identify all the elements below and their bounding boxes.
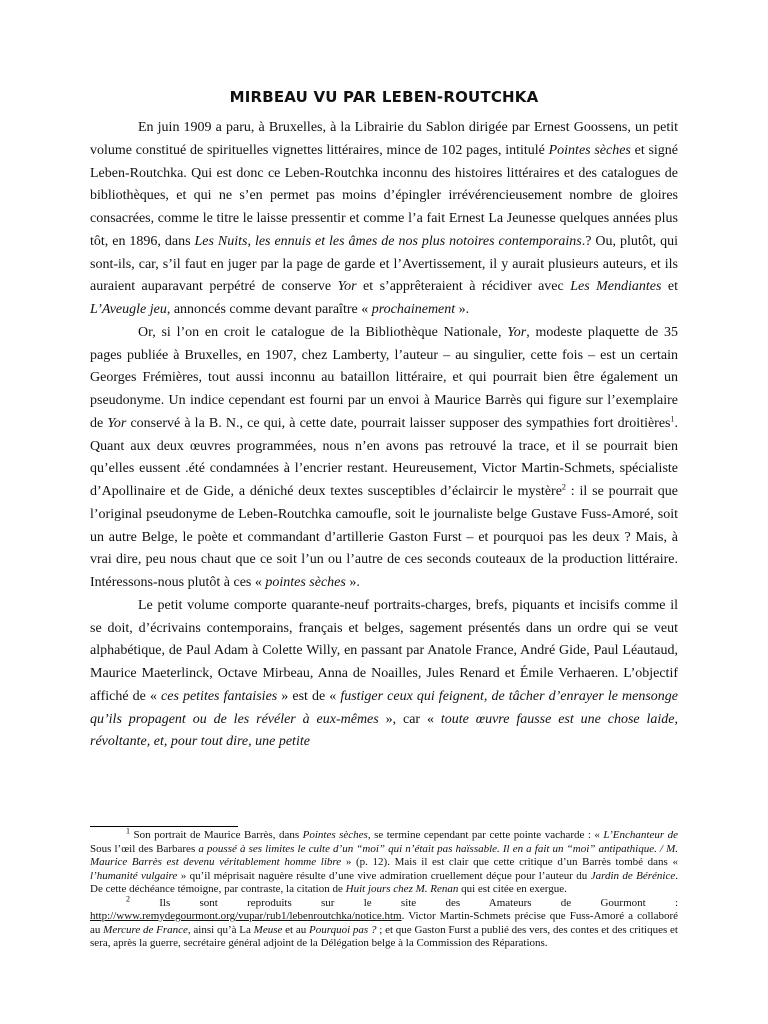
italic-text: l’humanité vulgaire (90, 869, 178, 882)
text-run: et s’apprêteraient à récidiver avec (356, 279, 571, 295)
italic-text: L’Enchanteur de (603, 829, 678, 841)
italic-text: Les Mendiantes (570, 279, 662, 295)
text-run: qui est citée en exergue. (458, 883, 567, 895)
paragraph (90, 117, 678, 322)
footnote-ref: 2 (561, 482, 566, 492)
text-run: , annoncés comme devant paraître « (166, 302, 372, 317)
italic-text: ces petites fantaisies (161, 688, 278, 704)
document-title: MIRBEAU VU PAR LEBEN-ROUTCHKA (229, 88, 539, 106)
footnote-link[interactable]: http://www.remydegourmont.org/vupar/rub1/lebenroutchka/notice.htm (90, 910, 402, 922)
italic-text: L’Aveugle jeu (90, 302, 167, 317)
italic-text: prochainement (371, 302, 456, 317)
text-run: . Quant aux deux œuvres programmées, nous n’en avons pas retrouvé la trace, et il se pourrait bien qu’elles eussent .été condamnées à l’encrier restant. Heureusement, Victor Martin-Schmets, spécialiste d’Apollinaire et de Gide, a déniché deux textes susceptibles d’éclaircir le mystère (90, 415, 678, 499)
italic-text: Yor (107, 415, 127, 431)
footnote-ref: 1 (126, 826, 130, 836)
italic-text: Yor (507, 324, 527, 340)
footnote-ref: 2 (126, 893, 130, 903)
footnote-ref: 1 (670, 414, 675, 424)
text-run: et au (282, 923, 310, 936)
italic-text: Huit jours chez M. Renan (345, 883, 459, 895)
text-run: Sous l’œil des Barbares (90, 842, 199, 855)
text-run: Or, si l’on en croit le catalogue de la Bibliothèque Nationale, (138, 324, 508, 340)
text-run: et signé Leben-Routchka. Qui est donc ce Leben-Routchka inconnu des histoires littéraires et des catalogues de bibliothèques, et qui ne s’en permet pas moins d’épingler irrévérencieusement nombre de gloires consacrées, comme le titre le laisse pressentir et comme l’a fait Ernest La Jeunesse quelques années plus tôt, en 1896, dans (90, 142, 678, 249)
text-run: ; et que Gaston Furst a publié des vers, des contes et des critiques et sera, après la guerre, secrétaire général adjoint de la Délégation belge à la Commission des Réparations. (90, 923, 678, 949)
text-run: conservé à la B. N., ce qui, à cette date, pourrait laisser supposer des sympathies fort droitières (126, 415, 671, 431)
text-run: Son portrait de Maurice Barrès, dans (130, 829, 303, 841)
document-body (90, 117, 678, 754)
italic-text: Yor (337, 279, 357, 295)
text-run: ». (345, 575, 360, 590)
text-run: Ils sont reproduits sur le site des Amateurs de Gourmont : (130, 896, 678, 909)
footnote (90, 826, 678, 897)
italic-text: Jardin de Bérénice (590, 869, 676, 882)
text-run: . De cette déchéance témoigne, par contraste, la citation de (90, 869, 678, 895)
italic-text: Pourquoi pas ? (309, 923, 377, 936)
text-run: Le petit volume comporte quarante-neuf portraits-charges, brefs, piquants et incisifs comme il se doit, d’écrivains contemporains, français et belges, sagement présentés dans un ordre qui se veut alphabétique, de Paul Adam à Colette Willy, en passant par Anatole France, André Gide, Paul Léautaud, Maurice Maeterlinck, Octave Mirbeau, Anna de Noailles, Jules Renard et Émile Verhaeren. L’objectif affiché de « (90, 597, 678, 704)
text-run: , ainsi qu’à La (187, 923, 254, 936)
text-run: » qu’il méprisait naguère résulte d’une vive admiration cruellement déçue pour l’auteur du (177, 869, 591, 882)
footnote-separator (90, 826, 238, 827)
paragraph (90, 595, 678, 754)
italic-text: toute œuvre fausse est une chose laide, révoltante, et, pour tout dire, une petite (90, 711, 678, 750)
text-run: ». (455, 302, 470, 317)
italic-text: Pointes sèches (548, 142, 631, 158)
text-run: .? Ou, plutôt, qui sont-ils, car, s’il faut en juger par la page de garde et l’Avertissement, il y aurait plusieurs auteurs, et ils auraient auparavant perpétré de conserve (90, 233, 679, 295)
text-run: , modeste plaquette de 35 pages publiée à Bruxelles, en 1907, chez Lamberty, l’auteur – au singulier, cette fois – est un certain Georges Frémières, tout aussi inconnu au bataillon littéraire, et qui pourrait bien être également un pseudonyme. Un indice cependant est fourni par un envoi à Maurice Barrès qui figure sur l’exemplaire de (90, 324, 678, 431)
text-run: » (p. 12). Mais il est clair que cette critique d’un Barrès tombé dans « (341, 856, 678, 868)
italic-text: Les Nuits, les ennuis et les âmes de nos plus notoires contemporains (194, 233, 582, 249)
document-page (90, 88, 678, 754)
paragraph (90, 322, 678, 595)
italic-text: a poussé à ses limites le culte d’un “moi” qui n’était pas haïssable. Il en a fait un “moi” antipathique. / M. Maurice Barrès est devenu véritablement homme libre (90, 842, 678, 868)
footnote (90, 893, 678, 951)
italic-text: Mercure de France (103, 923, 188, 936)
text-run: . Victor Martin-Schmets précise que Fuss-Amoré a collaboré au (90, 910, 678, 936)
text-run: » est de « (277, 688, 341, 704)
text-run: : il se pourrait que l’original pseudonyme de Leben-Routchka camoufle, soit le journaliste belge Gustave Fuss-Amoré, soit un autre Belge, le poète et commandant d’artillerie Gaston Furst – et pourquoi pas les deux ? Mais, à vrai dire, peu nous chaut que ce soit l’un ou l’autre de ces seconds couteaux de la production littéraire. Intéressons-nous plutôt à ces « (90, 484, 678, 590)
text-run: , se termine cependant par cette pointe vacharde : « (367, 829, 604, 841)
italic-text: fustiger ceux qui feignent, de tâcher d’enrayer le mensonge qu’ils propagent ou de les révéler à eux-mêmes (90, 688, 678, 727)
italic-text: Meuse (253, 923, 283, 936)
italic-text: Pointes sèches (302, 829, 368, 841)
italic-text: pointes sèches (265, 575, 346, 590)
text-run: En juin 1909 a paru, à Bruxelles, à la Librairie du Sablon dirigée par Ernest Goossens, un petit volume constitué de spirituelles vignettes littéraires, mince de 102 pages, intitulé (90, 120, 678, 158)
footnotes (90, 826, 678, 951)
text-run: », car « (378, 711, 441, 727)
text-run: et (661, 279, 679, 295)
